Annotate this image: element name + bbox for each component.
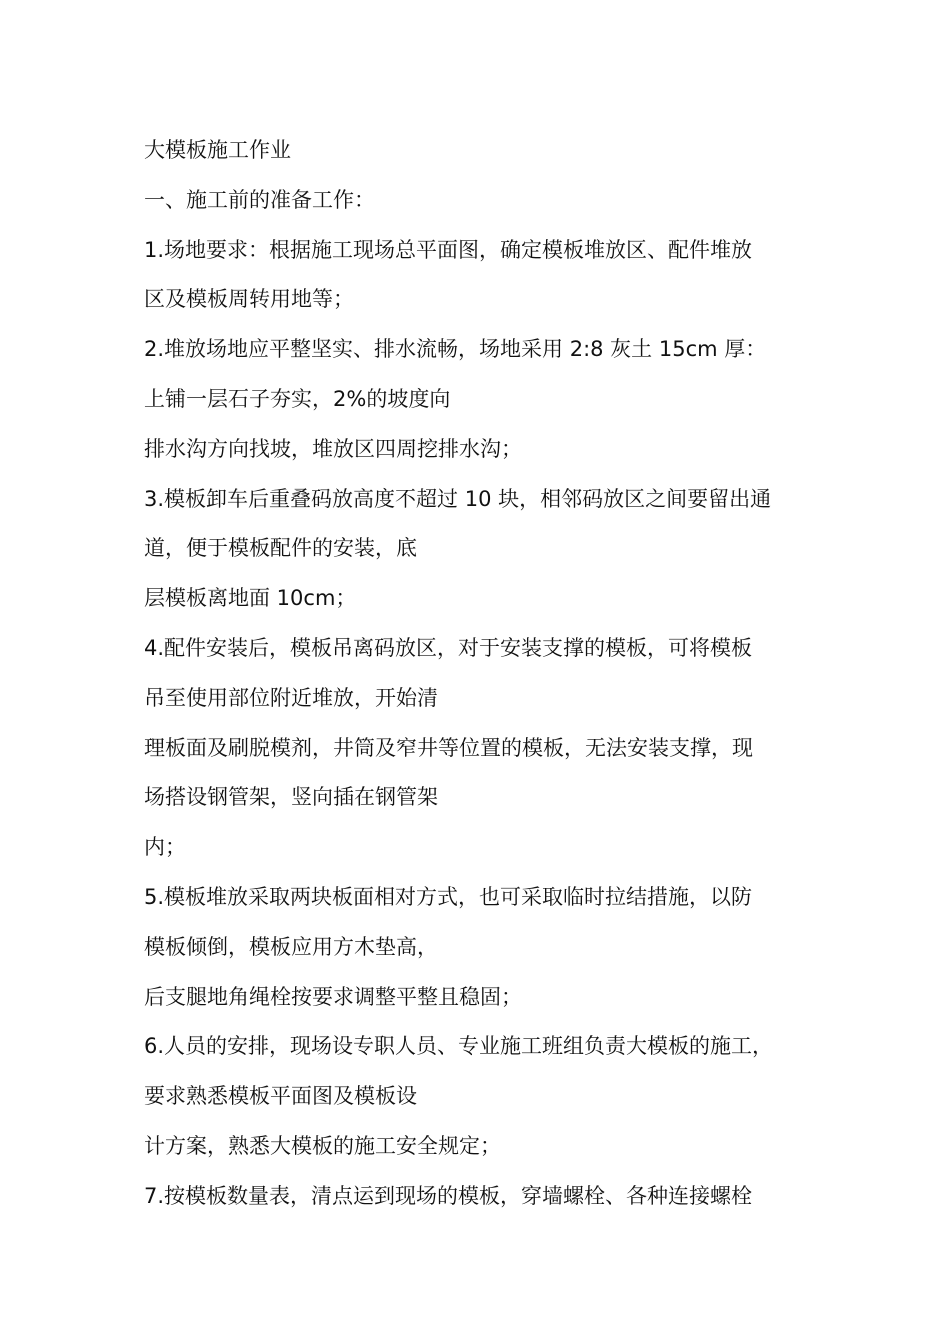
paragraph-line: 2.堆放场地应平整坚实、排水流畅，场地采用 2:8 灰土 15cm 厚： <box>144 337 767 362</box>
paragraph-line: 6.人员的安排，现场设专职人员、专业施工班组负责大模板的施工， <box>144 1034 774 1059</box>
paragraph-line: 3.模板卸车后重叠码放高度不超过 10 块，相邻码放区之间要留出通 <box>144 486 772 511</box>
paragraph-line: 后支腿地角绳栓按要求调整平整且稳固； <box>144 984 522 1009</box>
paragraph-line: 场搭设钢管架，竖向插在钢管架 <box>144 785 438 810</box>
paragraph-line: 层模板离地面 10cm； <box>144 586 357 611</box>
document-title: 大模板施工作业 <box>144 138 291 162</box>
paragraph-line: 上铺一层石子夯实，2%的坡度向 <box>144 386 451 411</box>
paragraph-line: 内； <box>144 835 186 860</box>
document-body <box>144 126 834 1222</box>
paragraph-line: 模板倾倒，模板应用方木垫高， <box>144 934 438 959</box>
paragraph-line: 5.模板堆放采取两块板面相对方式，也可采取临时拉结措施，以防 <box>144 884 753 909</box>
paragraph-line: 区及模板周转用地等； <box>144 287 354 312</box>
paragraph-line: 1.场地要求：根据施工现场总平面图，确定模板堆放区、配件堆放 <box>144 237 753 262</box>
paragraph-line: 道，便于模板配件的安装，底 <box>144 536 417 561</box>
paragraph-line: 排水沟方向找坡，堆放区四周挖排水沟； <box>144 436 522 461</box>
paragraph-line: 吊至使用部位附近堆放，开始清 <box>144 685 438 710</box>
paragraph-line: 4.配件安装后，模板吊离码放区，对于安装支撑的模板，可将模板 <box>144 635 753 660</box>
paragraph-line: 7.按模板数量表，清点运到现场的模板，穿墙螺栓、各种连接螺栓 <box>144 1183 753 1208</box>
paragraph-line: 计方案，熟悉大模板的施工安全规定； <box>144 1133 501 1158</box>
section-heading: 一、施工前的准备工作： <box>144 187 375 212</box>
paragraph-line: 理板面及刷脱模剂，井筒及窄井等位置的模板，无法安装支撑，现 <box>144 735 753 760</box>
paragraph-line: 要求熟悉模板平面图及模板设 <box>144 1084 417 1109</box>
